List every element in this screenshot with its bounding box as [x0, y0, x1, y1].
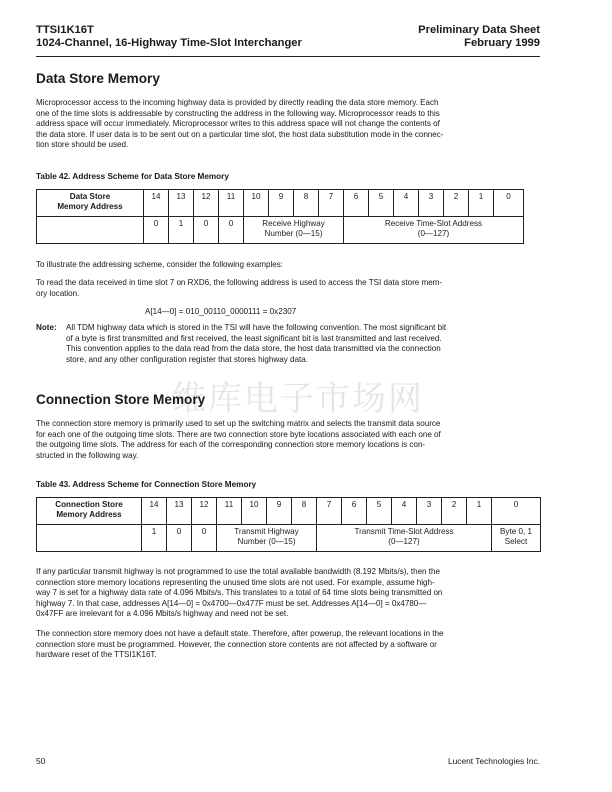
table-header-label: [37, 498, 142, 525]
empty-cell: [37, 525, 142, 552]
bit-header: 14: [144, 190, 169, 217]
note-line: This convention applies to the data read from the data store, the host data transmitted via the connection: [66, 344, 441, 354]
document-subtitle: 1024-Channel, 16-Highway Time-Slot Interchanger: [36, 36, 302, 49]
paragraph-line: highway 7. In that case, addresses A[14—0] = 0x4700—0x477F must be set. Addresses A[14—0] = 0x4780—: [36, 598, 427, 608]
bit-header: 7: [319, 190, 344, 217]
note-block: [36, 323, 542, 371]
paragraph-line: 0x47FF are irrelevant for a 4.096 Mbits/s highway and need not be set.: [36, 609, 289, 619]
field-label-line: (0—127): [417, 229, 450, 239]
default-state-paragraph: [36, 629, 542, 661]
bit-header: 6: [342, 498, 367, 525]
field-label-line: Transmit Time-Slot Address: [354, 527, 454, 536]
table-header-row: [37, 190, 524, 217]
footer-company: Lucent Technologies Inc.: [447, 756, 540, 766]
empty-cell: [37, 217, 144, 244]
bit-header: 2: [442, 498, 467, 525]
table-42-caption: Table 42. Address Scheme for Data Store Memory: [36, 172, 229, 181]
connection-store-intro-paragraph: [36, 419, 542, 461]
bit-header: 5: [369, 190, 394, 217]
bit-header: 14: [142, 498, 167, 525]
note-label: Note:: [36, 323, 57, 332]
example-paragraph: [36, 278, 542, 299]
watermark: 维库电子市场网: [172, 379, 424, 419]
bit-header: 2: [444, 190, 469, 217]
paragraph-line: If any particular transmit highway is not programmed to use the total available bandwidth (8.192 Mbits/s), then the: [36, 567, 440, 576]
bit-value: 0: [194, 217, 219, 244]
bit-header: 11: [217, 498, 242, 525]
table-43-connection-store-address: [36, 497, 541, 552]
table-header-label: [37, 190, 144, 217]
header-label-line: Memory Address: [57, 202, 123, 212]
paragraph-line: connection store memory locations representing the unused time slots are not used. For example, assume high-: [36, 577, 435, 587]
bit-header: 1: [467, 498, 492, 525]
table-42-data-store-address: [36, 189, 524, 244]
bit-header: 13: [167, 498, 192, 525]
note-line: store, and any other configuration register that stores highway data.: [66, 354, 309, 364]
running-header-right: [418, 24, 540, 49]
field-label-line: Receive Highway: [262, 219, 325, 228]
bit-header: 3: [417, 498, 442, 525]
bit-header: 4: [394, 190, 419, 217]
bit-header: 8: [294, 190, 319, 217]
paragraph-line: ory location.: [36, 288, 80, 298]
paragraph-line: address space will occur immediately. Microprocessor writes to this address space will not change the contents of: [36, 119, 440, 129]
document-date: February 1999: [464, 36, 540, 49]
header-label-line: Connection Store: [55, 500, 123, 509]
paragraph-line: the data store. If user data is to be sent out on a particular time slot, the host data substitution mode in the connec-: [36, 129, 444, 139]
bit-header: 13: [169, 190, 194, 217]
table-value-row: [37, 217, 524, 244]
paragraph-line: way 7 is set for a highway data rate of 4.096 Mbits/s. This translates to a total of 64 time slots being transmitted on: [36, 588, 443, 598]
header-label-line: Memory Address: [56, 510, 122, 520]
note-line: of a byte is first transmitted and first received, the least significant bit is last transmitted and last received.: [66, 333, 442, 343]
note-body: [66, 323, 542, 365]
bit-value: 0: [192, 525, 217, 552]
field-label-line: Byte 0, 1: [500, 527, 532, 536]
bit-header: 0: [494, 190, 524, 217]
paragraph-line: hardware reset of the TTSI1K16T.: [36, 650, 157, 660]
header-divider: [36, 56, 540, 57]
bit-value: 0: [167, 525, 192, 552]
field-label-line: Receive Time-Slot Address: [384, 219, 483, 228]
note-line: All TDM highway data which is stored in the TSI will have the following convention. The most significant bit: [66, 323, 447, 332]
running-header-left: [36, 24, 302, 49]
paragraph-line: structed in the following way.: [36, 450, 139, 460]
paragraph-line: one of the time slots is addressable by constructing the address in the following way. Microprocessor reads to this: [36, 108, 440, 118]
field-label-line: Number (0—15): [237, 537, 296, 547]
bit-value: 0: [144, 217, 169, 244]
table-43-caption: Table 43. Address Scheme for Connection Store Memory: [36, 480, 257, 489]
bit-header: 8: [292, 498, 317, 525]
table-value-row: [37, 525, 541, 552]
byte-select-field: [492, 525, 541, 552]
document-status: Preliminary Data Sheet: [418, 24, 540, 36]
section-title-connection-store: Connection Store Memory: [36, 392, 206, 407]
bit-header: 0: [492, 498, 541, 525]
bit-header: 9: [267, 498, 292, 525]
paragraph-line: Microprocessor access to the incoming highway data is provided by directly reading the data store memory. Each: [36, 98, 439, 107]
bit-header: 6: [344, 190, 369, 217]
table-header-row: [37, 498, 541, 525]
bit-header: 3: [419, 190, 444, 217]
bandwidth-paragraph: [36, 567, 542, 620]
bit-header: 10: [244, 190, 269, 217]
bit-header: 7: [317, 498, 342, 525]
bit-value: 0: [219, 217, 244, 244]
transmit-time-slot-field: [317, 525, 492, 552]
bit-header: 1: [469, 190, 494, 217]
paragraph-line: for each one of the outgoing time slots. There are two connection store byte locations associated with each one of: [36, 429, 441, 439]
paragraph-line: The connection store memory is primarily used to set up the switching matrix and selects the transmit data source: [36, 419, 441, 428]
section-title-data-store: Data Store Memory: [36, 71, 160, 86]
bit-header: 4: [392, 498, 417, 525]
address-formula: A[14—0] = 010_00110_0000111 = 0x2307: [145, 307, 297, 316]
field-label-line: Select: [504, 537, 528, 547]
bit-value: 1: [169, 217, 194, 244]
paragraph-line: the outgoing time slots. The address for each of the corresponding connection store memory locations is con-: [36, 440, 426, 450]
bit-header: 11: [219, 190, 244, 217]
page-number: 50: [36, 756, 46, 766]
field-label-line: Number (0—15): [264, 229, 323, 239]
receive-highway-field: [244, 217, 344, 244]
transmit-highway-field: [217, 525, 317, 552]
paragraph-line: To read the data received in time slot 7 on RXD6, the following address is used to access the TSI data store mem-: [36, 278, 443, 287]
paragraph-line: The connection store memory does not have a default state. Therefore, after powerup, the relevant locations in the: [36, 629, 444, 638]
bit-header: 9: [269, 190, 294, 217]
example-intro: To illustrate the addressing scheme, consider the following examples:: [36, 260, 283, 269]
receive-time-slot-field: [344, 217, 524, 244]
header-label-line: Data Store: [69, 192, 111, 201]
document-part-number: TTSI1K16T: [36, 24, 94, 36]
field-label-line: (0—127): [388, 537, 420, 547]
paragraph-line: connection store must be programmed. However, the connection store contents are not affected by a software or: [36, 639, 437, 649]
paragraph-line: tion store should be used.: [36, 140, 129, 150]
field-label-line: Transmit Highway: [234, 527, 299, 536]
bit-header: 12: [194, 190, 219, 217]
bit-header: 12: [192, 498, 217, 525]
bit-header: 5: [367, 498, 392, 525]
bit-header: 10: [242, 498, 267, 525]
bit-value: 1: [142, 525, 167, 552]
data-store-intro-paragraph: [36, 98, 542, 151]
